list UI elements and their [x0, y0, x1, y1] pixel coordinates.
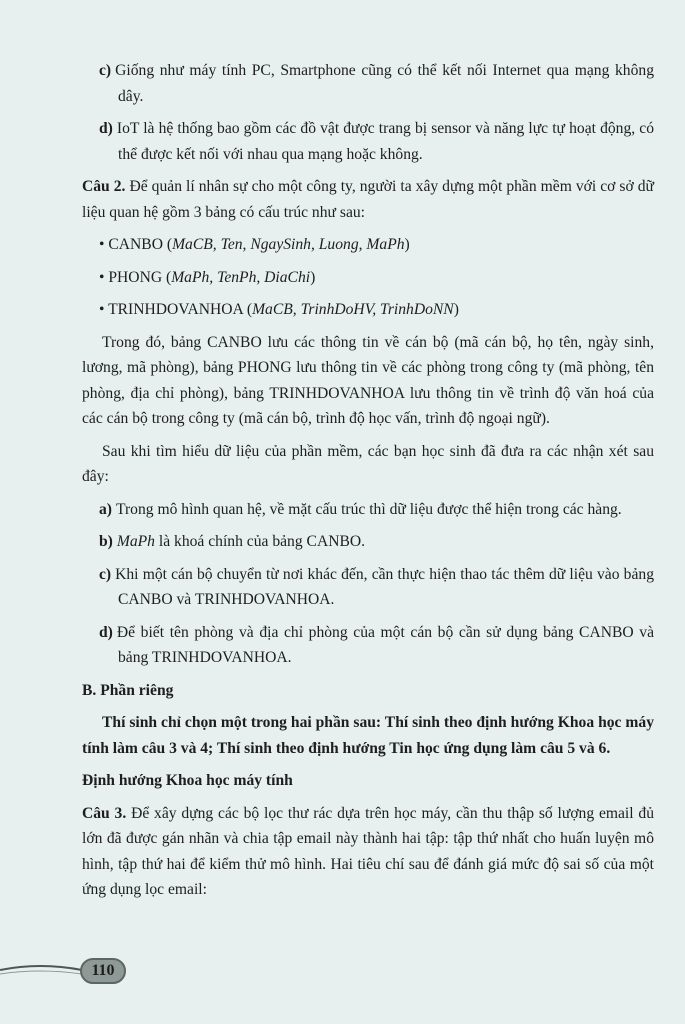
- question-2: [82, 174, 654, 225]
- question-text: Để quản lí nhân sự cho một công ty, người ta xây dựng một phần mềm với cơ sở dữ liệu quan hệ gồm 3 bảng có cấu trúc như sau:: [82, 178, 654, 221]
- option-label: a): [99, 500, 112, 518]
- option-italic: MaPh: [116, 533, 155, 550]
- option-label: c): [99, 565, 112, 583]
- question-label: Câu 2.: [82, 178, 126, 195]
- section-heading-text: B. Phần riêng: [82, 681, 174, 699]
- question-text: Để xây dựng các bộ lọc thư rác dựa trên học máy, cần thu thập số lượng email đủ lớn đã được gán nhãn và chia tập email này thành hai tập: tập thứ nhất cho huấn luyện mô hình, tập thứ hai để kiểm thử mô hình. Hai tiêu chí sau để đánh giá mức độ sai số của một ứng dụng lọc email:: [82, 804, 655, 898]
- table-canbo: • CANBO (MaCB, Ten, NgaySinh, Luong, MaPh): [99, 236, 410, 253]
- page-number-area: [0, 950, 140, 990]
- option-label: d): [99, 623, 113, 641]
- option-label: d): [99, 120, 113, 137]
- description-paragraph: Trong đó, bảng CANBO lưu các thông tin về cán bộ (mã cán bộ, họ tên, ngày sinh, lương, mã phòng), bảng PHONG lưu thông tin về các phòng trong công ty (mã phòng, tên phòng, địa chỉ phòng), bảng TRINHDOVANHOA lưu thông tin về trình độ văn hoá của các cán bộ trong công ty (mã cán bộ, trình độ học vấn, trình độ ngoại ngữ).: [82, 333, 654, 427]
- section-instruction: [82, 710, 654, 761]
- question-3: [82, 801, 654, 903]
- orientation-heading: [82, 768, 654, 794]
- table-fields: MaCB, Ten, NgaySinh, Luong, MaPh: [172, 236, 405, 253]
- table-name: PHONG: [108, 268, 163, 286]
- table-fields: MaPh, TenPh, DiaChi: [171, 268, 311, 286]
- page-content: [82, 58, 654, 910]
- option-d: [82, 620, 654, 671]
- option-b: [82, 529, 654, 555]
- question-label: Câu 3.: [82, 804, 127, 822]
- option-text: Để biết tên phòng và địa chỉ phòng của một cán bộ cần sử dụng bảng CANBO và bảng TRINHDOVANHOA.: [116, 623, 654, 666]
- option-label: b): [99, 533, 113, 550]
- table-phong: • PHONG (MaPh, TenPh, DiaChi): [99, 268, 316, 286]
- option-c-prev: [82, 58, 654, 109]
- bullet: •: [99, 268, 105, 286]
- option-text: Khi một cán bộ chuyển từ nơi khác đến, cần thực hiện thao tác thêm dữ liệu vào bảng CANBO và TRINHDOVANHOA.: [115, 565, 654, 608]
- bullet: •: [99, 301, 105, 318]
- orientation-heading-text: Định hướng Khoa học máy tính: [82, 772, 293, 789]
- table-name: CANBO: [108, 236, 163, 253]
- option-text: IoT là hệ thống bao gồm các đồ vật được trang bị sensor và năng lực tự hoạt động, có thể được kết nối với nhau qua mạng hoặc không.: [116, 120, 654, 163]
- section-heading: [82, 678, 654, 704]
- table-trinhdovanhoa: • TRINHDOVANHOA (MaCB, TrinhDoHV, TrinhDoNN): [99, 301, 459, 318]
- section-instruction-text: Thí sinh chỉ chọn một trong hai phần sau: Thí sinh theo định hướng Khoa học máy tính làm câu 3 và 4; Thí sinh theo định hướng Tin học ứng dụng làm câu 5 và 6.: [82, 714, 654, 757]
- option-label: c): [99, 62, 112, 79]
- option-c: [82, 562, 654, 613]
- option-d-prev: [82, 116, 654, 167]
- option-a: [82, 497, 654, 523]
- option-text: Giống như máy tính PC, Smartphone cũng có thể kết nối Internet qua mạng không dây.: [115, 62, 654, 105]
- page-number: 110: [91, 962, 115, 979]
- option-text: là khoá chính của bảng CANBO.: [158, 533, 366, 550]
- bullet: •: [99, 236, 105, 253]
- table-fields: MaCB, TrinhDoHV, TrinhDoNN: [252, 301, 454, 318]
- option-text: Trong mô hình quan hệ, về mặt cấu trúc thì dữ liệu được thể hiện trong các hàng.: [116, 500, 622, 518]
- table-name: TRINHDOVANHOA: [108, 301, 243, 318]
- observation-intro: Sau khi tìm hiểu dữ liệu của phần mềm, các bạn học sinh đã đưa ra các nhận xét sau đây:: [82, 442, 654, 485]
